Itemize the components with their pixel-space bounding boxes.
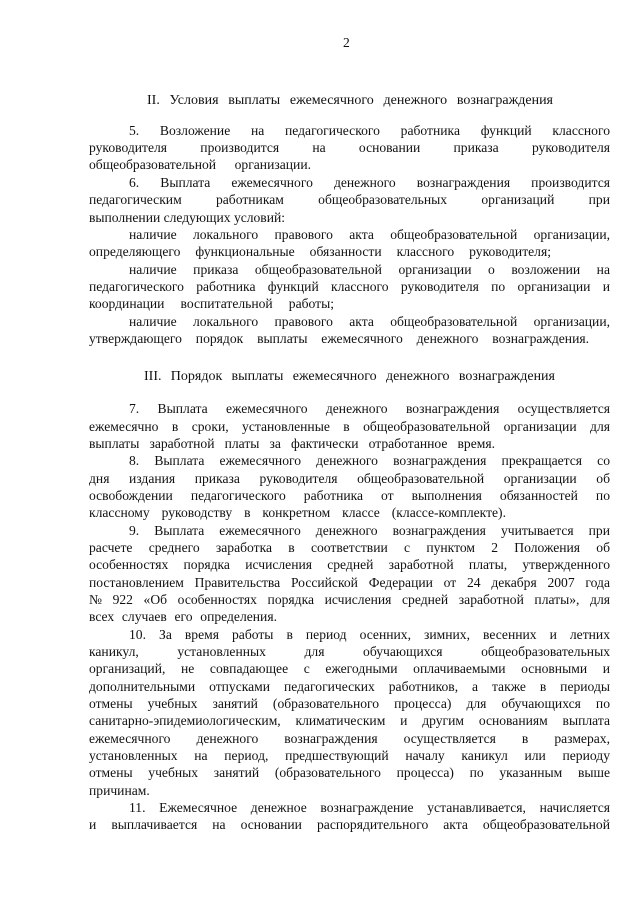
- p9-line-4: постановлением Правительства Российской Федерации от 24 декабря 2007 года: [89, 575, 610, 590]
- p11-line-1: 11. Ежемесячное денежное вознаграждение устанавливается, начисляется: [129, 800, 610, 815]
- p10-line-9: отмены учебных занятий (образовательного процесса) по указанным выше: [89, 765, 610, 780]
- p10-line-8: установленных на период, предшествующий началу каникул или периоду: [89, 748, 610, 763]
- condition-3-line-1: наличие локального правового акта общеобразовательной организации,: [129, 314, 610, 329]
- condition-2-line-3: координации воспитательной работы;: [89, 296, 334, 311]
- p7-line-3: выплаты заработной платы за фактически отработанное время.: [89, 436, 495, 451]
- p10-line-1: 10. За время работы в период осенних, зимних, весенних и летних: [129, 627, 610, 642]
- p5-line-3: общеобразовательной организации.: [89, 157, 311, 172]
- p9-line-2: расчете среднего заработка в соответствии с пунктом 2 Положения об: [89, 540, 610, 555]
- p10-line-3: организаций, не совпадающее с ежегодными оплачиваемыми основными и: [89, 661, 610, 676]
- p10-line-4: дополнительными отпусками педагогических работников, а также в периоды: [89, 679, 610, 694]
- p8-line-3: освобождении педагогического работника от выполнения обязанностей по: [89, 488, 610, 503]
- condition-2-line-2: педагогического работника функций классного руководителя по организации и: [89, 279, 610, 294]
- p10-line-6: санитарно-эпидемиологическим, климатическим и другим основаниям выплата: [89, 713, 610, 728]
- p10-line-10: причинам.: [89, 783, 150, 798]
- p10-line-2: каникул, установленных для обучающихся общеобразовательных: [89, 644, 610, 659]
- p9-line-5: № 922 «Об особенностях порядка исчисления средней заработной платы», для: [89, 592, 610, 607]
- p7-line-2: ежемесячно в сроки, установленные в общеобразовательной организации для: [89, 419, 610, 434]
- p9-line-1: 9. Выплата ежемесячного денежного вознаграждения учитывается при: [129, 523, 610, 538]
- page-number: 2: [343, 35, 350, 50]
- p5-line-2: руководителя производится на основании приказа руководителя: [89, 140, 610, 155]
- condition-1-line-1: наличие локального правового акта общеобразовательной организации,: [129, 227, 610, 242]
- p10-line-5: отмены учебных занятий (образовательного процесса) для обучающихся по: [89, 696, 610, 711]
- p6-line-3: выполнении следующих условий:: [89, 210, 285, 225]
- p8-line-2: дня издания приказа руководителя общеобразовательной организации об: [89, 471, 610, 486]
- p10-line-7: ежемесячного денежного вознаграждения осуществляется в размерах,: [89, 731, 610, 746]
- p11-line-2: и выплачивается на основании распорядительного акта общеобразовательной: [89, 817, 610, 832]
- p8-line-1: 8. Выплата ежемесячного денежного вознаграждения прекращается со: [129, 453, 610, 468]
- p6-line-1: 6. Выплата ежемесячного денежного вознаграждения производится: [129, 175, 610, 190]
- p7-line-1: 7. Выплата ежемесячного денежного вознаграждения осуществляется: [129, 401, 610, 416]
- condition-2-line-1: наличие приказа общеобразовательной организации о возложении на: [129, 262, 610, 277]
- condition-3-line-2: утверждающего порядок выплаты ежемесячного денежного вознаграждения.: [89, 331, 589, 346]
- p9-line-6: всех случаев его определения.: [89, 609, 277, 624]
- section-3-heading: III. Порядок выплаты ежемесячного денежного вознаграждения: [144, 369, 555, 384]
- p5-line-1: 5. Возложение на педагогического работника функций классного: [129, 123, 610, 138]
- p8-line-4: классному руководству в конкретном классе (классе-комплекте).: [89, 505, 506, 520]
- p9-line-3: особенностях порядка исчисления средней заработной платы, утвержденного: [89, 557, 610, 572]
- p6-line-2: педагогическим работникам общеобразовательных организаций при: [89, 192, 610, 207]
- section-2-heading: II. Условия выплаты ежемесячного денежного вознаграждения: [147, 93, 553, 108]
- condition-1-line-2: определяющего функциональные обязанности классного руководителя;: [89, 244, 551, 259]
